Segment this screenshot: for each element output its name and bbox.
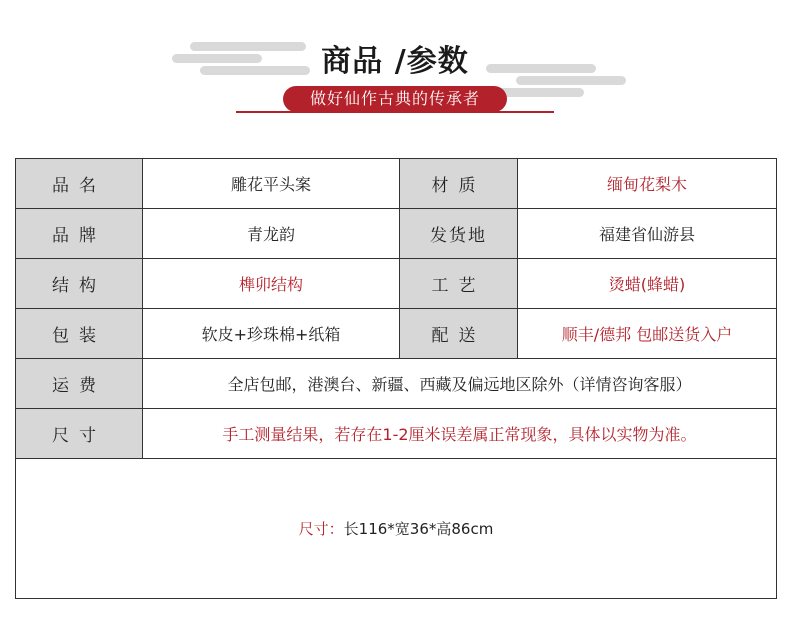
param-row-packing-delivery xyxy=(16,309,777,359)
param-row-name-material xyxy=(16,159,777,209)
value-material: 缅甸花梨木 xyxy=(518,159,777,209)
label-material: 材质 xyxy=(400,159,518,209)
label-ship-from: 发货地 xyxy=(400,209,518,259)
page-title: 商品 /参数 xyxy=(321,44,469,79)
dimensions-value: 长116*宽36*高86cm xyxy=(343,520,494,538)
value-shipping-fee: 全店包邮，港澳台、新疆、西藏及偏远地区除外（详情咨询客服） xyxy=(143,359,777,409)
value-craft: 烫蜡(蜂蜡) xyxy=(518,259,777,309)
dimensions-cell xyxy=(16,459,777,599)
param-row-shipping xyxy=(16,359,777,409)
page-header xyxy=(0,0,790,130)
param-row-structure-craft xyxy=(16,259,777,309)
value-packing: 软皮+珍珠棉+纸箱 xyxy=(143,309,400,359)
product-params-table xyxy=(15,158,777,599)
value-size-note: 手工测量结果，若存在1-2厘米误差属正常现象，具体以实物为准。 xyxy=(143,409,777,459)
slogan-text: 做好仙作古典的传承者 xyxy=(283,86,507,112)
value-ship-from: 福建省仙游县 xyxy=(518,209,777,259)
value-product-name: 雕花平头案 xyxy=(143,159,400,209)
value-brand: 青龙韵 xyxy=(143,209,400,259)
label-delivery: 配送 xyxy=(400,309,518,359)
param-row-dimensions xyxy=(16,459,777,599)
dimensions-label: 尺寸： xyxy=(298,520,344,538)
label-shipping-fee: 运费 xyxy=(16,359,143,409)
label-craft: 工艺 xyxy=(400,259,518,309)
label-size: 尺寸 xyxy=(16,409,143,459)
param-row-size-note xyxy=(16,409,777,459)
label-product-name: 品名 xyxy=(16,159,143,209)
label-packing: 包装 xyxy=(16,309,143,359)
value-delivery: 顺丰/德邦 包邮送货入户 xyxy=(518,309,777,359)
label-brand: 品牌 xyxy=(16,209,143,259)
value-structure: 榫卯结构 xyxy=(143,259,400,309)
label-structure: 结构 xyxy=(16,259,143,309)
param-row-brand-origin xyxy=(16,209,777,259)
slogan-banner xyxy=(283,86,507,112)
